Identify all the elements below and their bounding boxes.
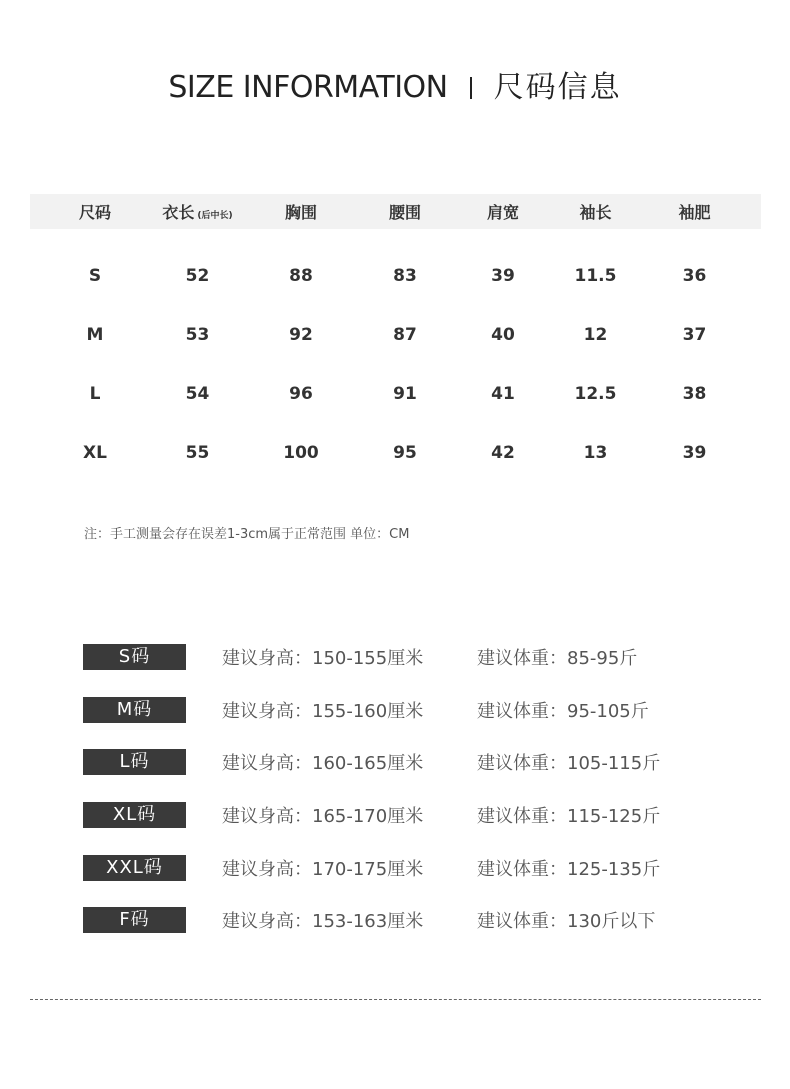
recommended-height: 建议身高：160-165厘米	[222, 753, 424, 775]
header-shoulder: 肩宽	[486, 203, 519, 222]
cell-length: 52	[185, 265, 210, 286]
cell-shoulder: 42	[491, 442, 515, 463]
header-length-label: 衣长	[162, 203, 195, 222]
header-length-subnote: (后中长)	[197, 211, 233, 221]
header-length	[160, 200, 235, 223]
cell-sleeve-length: 13	[583, 442, 608, 463]
recommended-weight: 建议体重：95-105斤	[477, 700, 649, 722]
header-waist: 腰围	[388, 203, 421, 222]
cell-size: XL	[83, 442, 107, 463]
cell-size: S	[88, 265, 102, 286]
cell-waist: 95	[393, 442, 417, 463]
size-table-header	[30, 194, 761, 229]
recommended-height: 建议身高：150-155厘米	[222, 648, 424, 669]
cell-waist: 87	[393, 324, 417, 345]
cell-size: M	[86, 324, 104, 345]
recommended-weight: 建议体重：85-95斤	[477, 648, 638, 669]
header-size: 尺码	[78, 203, 111, 222]
cell-sleeve-length: 12.5	[574, 383, 617, 404]
cell-sleeve-width: 36	[682, 265, 707, 286]
cell-shoulder: 41	[491, 383, 515, 404]
recommendation-row	[83, 855, 763, 881]
size-recommendations	[83, 644, 763, 960]
recommended-weight: 建议体重：105-115斤	[477, 753, 661, 775]
cell-chest: 88	[289, 265, 313, 286]
page-title	[0, 62, 790, 106]
cell-chest: 100	[283, 442, 319, 463]
cell-sleeve-length: 11.5	[574, 265, 617, 286]
header-chest: 胸围	[284, 203, 317, 222]
cell-length: 53	[185, 324, 210, 345]
recommendation-row	[83, 907, 763, 933]
cell-sleeve-width: 37	[682, 324, 707, 345]
table-row	[30, 364, 761, 423]
cell-shoulder: 39	[491, 265, 515, 286]
size-badge: M码	[83, 697, 186, 723]
recommendation-row	[83, 802, 763, 828]
header-sleeve-length: 袖长	[579, 203, 612, 222]
size-badge: L码	[83, 749, 186, 775]
size-badge: F码	[83, 907, 186, 933]
size-badge: XL码	[83, 802, 186, 828]
recommended-weight: 建议体重：130斤以下	[477, 911, 656, 933]
cell-chest: 92	[289, 324, 313, 345]
cell-sleeve-width: 38	[682, 383, 707, 404]
recommended-height: 建议身高：153-163厘米	[222, 911, 424, 933]
size-badge: S码	[83, 644, 186, 670]
title-english: SIZE INFORMATION	[168, 70, 448, 105]
cell-length: 55	[185, 442, 210, 463]
recommended-height: 建议身高：155-160厘米	[222, 700, 424, 722]
cell-size: L	[89, 383, 101, 404]
cell-sleeve-length: 12	[583, 324, 608, 345]
cell-shoulder: 40	[491, 324, 515, 345]
table-row	[30, 305, 761, 364]
header-sleeve-width: 袖肥	[678, 203, 711, 222]
title-chinese: 尺码信息	[493, 70, 622, 105]
dashed-divider	[30, 999, 761, 1000]
size-badge: XXL码	[83, 855, 186, 881]
recommended-weight: 建议体重：115-125斤	[477, 806, 661, 828]
recommended-height: 建议身高：165-170厘米	[222, 806, 424, 828]
cell-chest: 96	[289, 383, 313, 404]
recommended-height: 建议身高：170-175厘米	[222, 858, 424, 880]
size-table-body	[30, 246, 761, 482]
recommendation-row	[83, 749, 763, 775]
cell-waist: 83	[393, 265, 417, 286]
title-separator	[470, 77, 472, 99]
table-row	[30, 246, 761, 305]
size-table	[30, 194, 761, 482]
recommendation-row	[83, 697, 763, 723]
cell-sleeve-width: 39	[682, 442, 707, 463]
recommended-weight: 建议体重：125-135斤	[477, 858, 661, 880]
cell-length: 54	[185, 383, 210, 404]
recommendation-row	[83, 644, 763, 670]
table-row	[30, 423, 761, 482]
cell-waist: 91	[393, 383, 417, 404]
measurement-note: 注：手工测量会存在误差1-3cm属于正常范围 单位：CM	[84, 527, 410, 542]
